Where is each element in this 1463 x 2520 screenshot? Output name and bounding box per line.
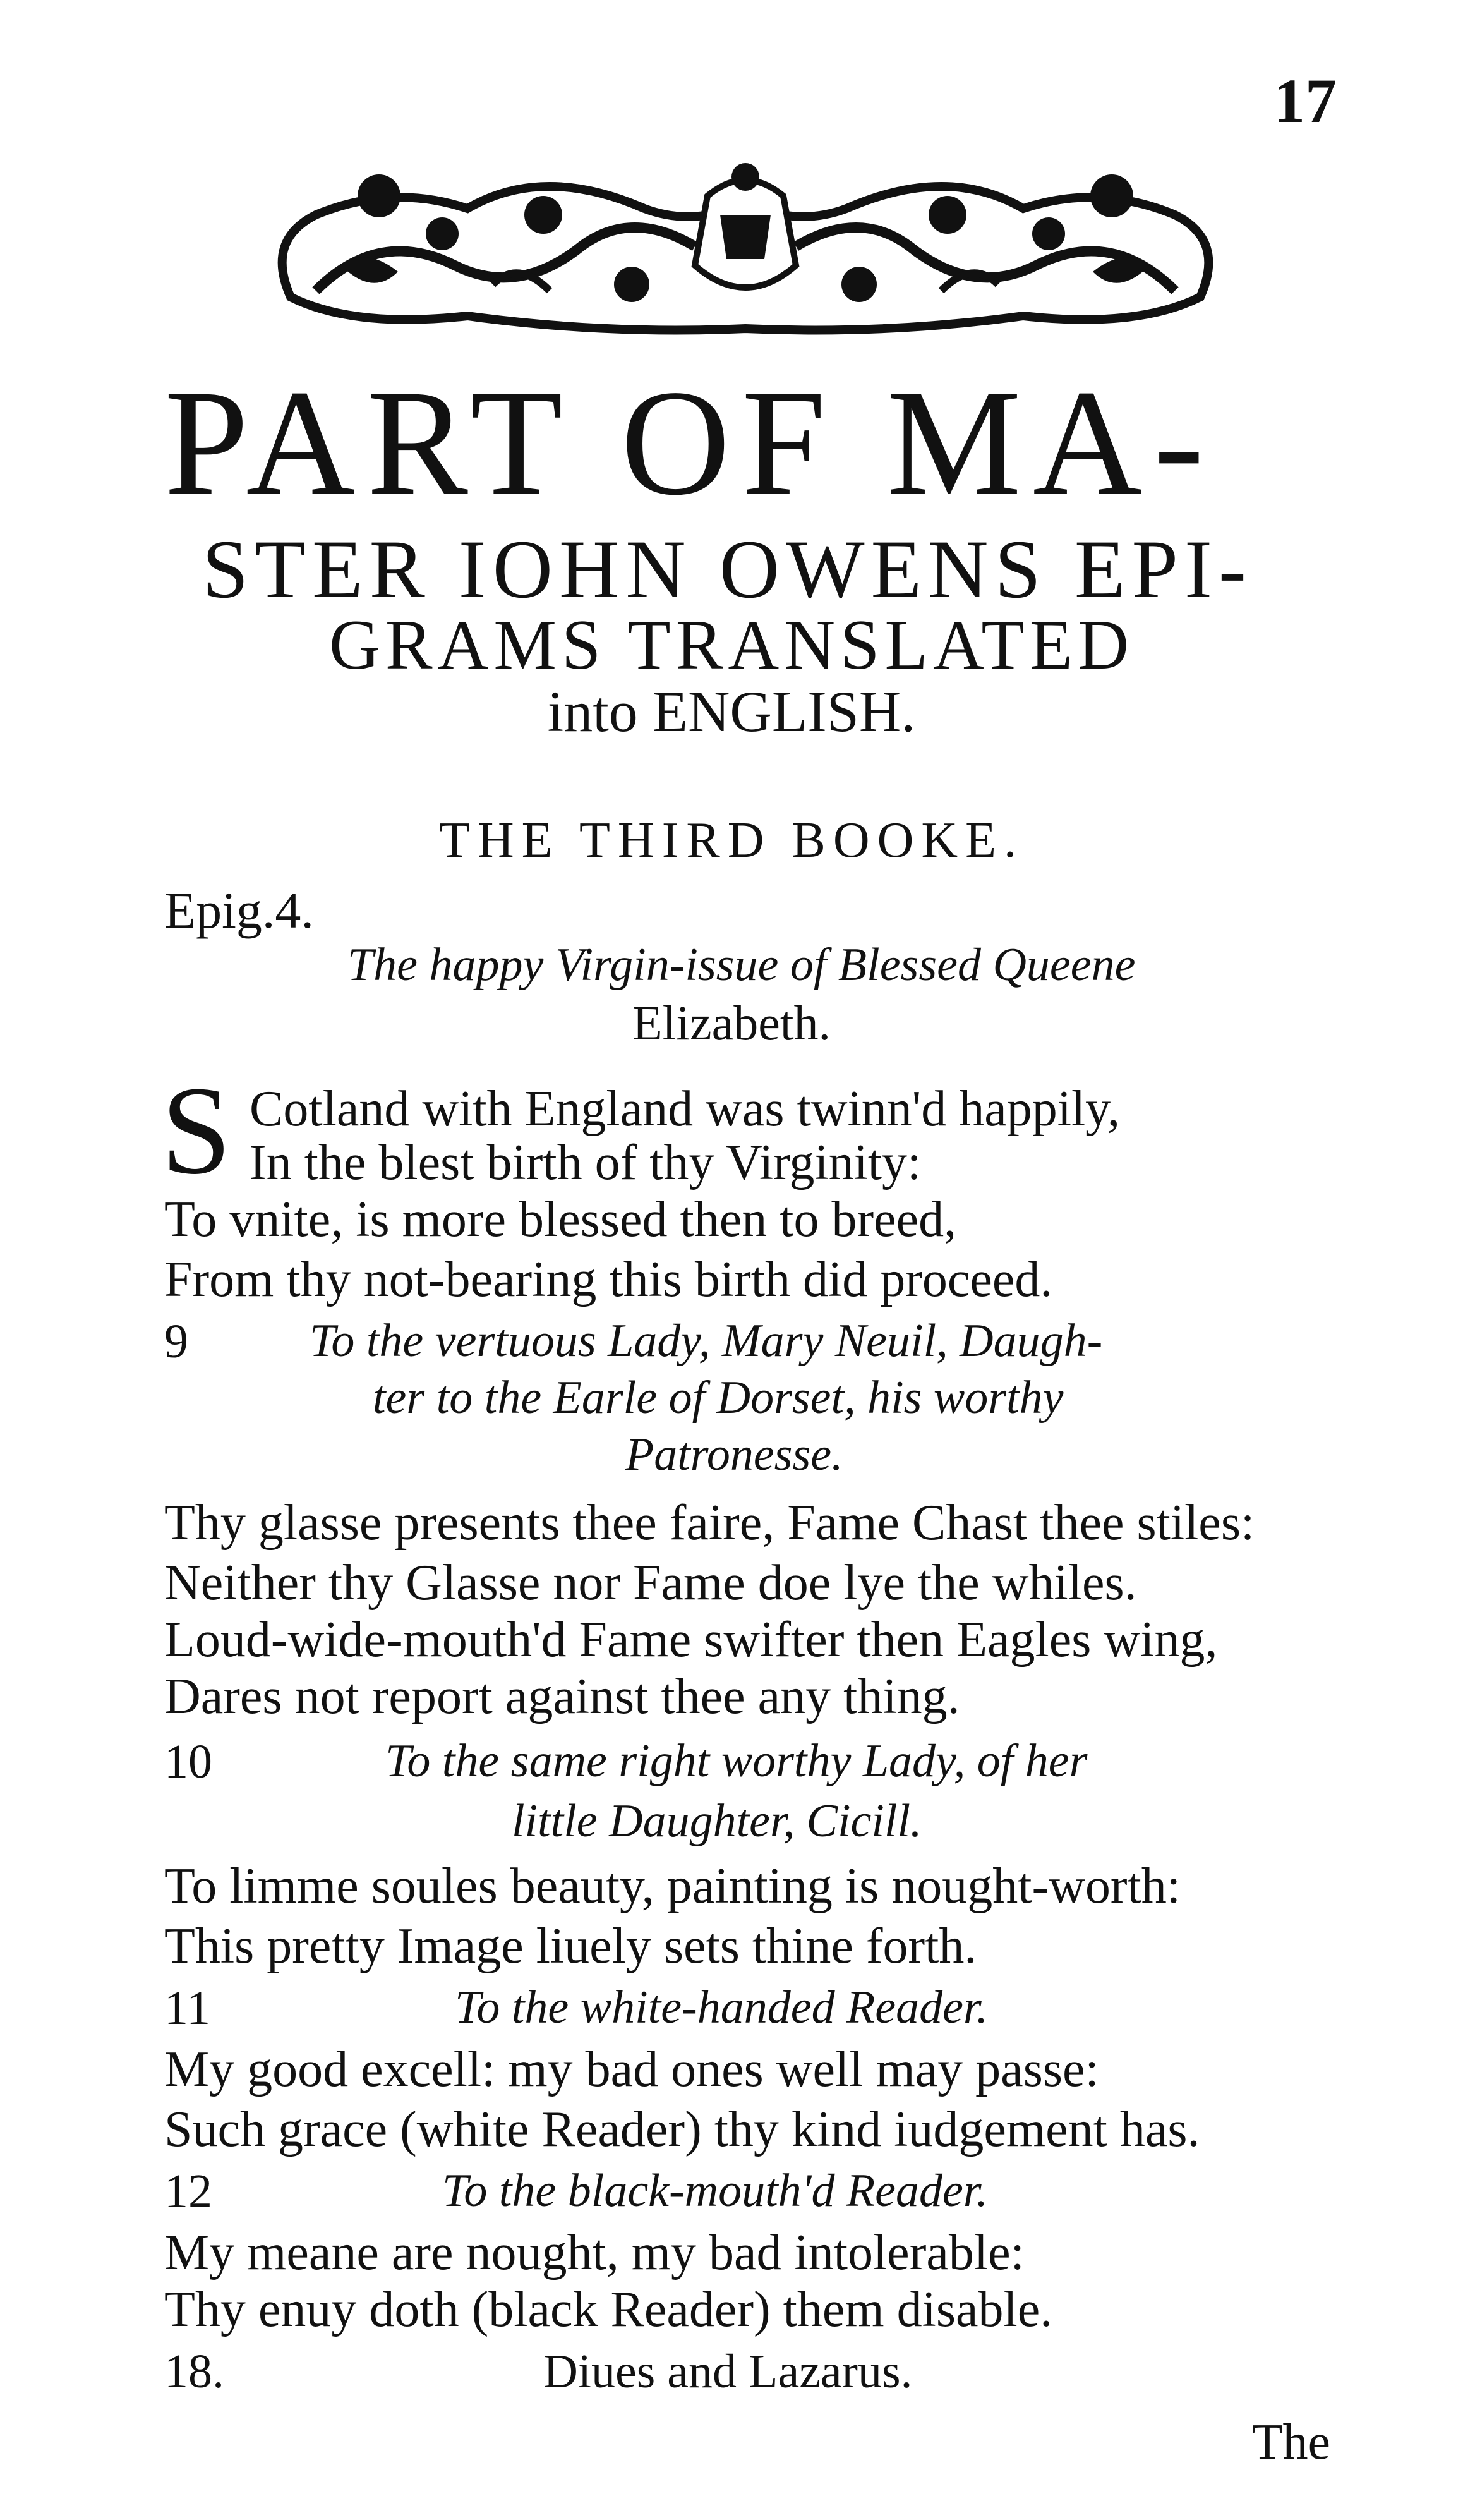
catchword: The	[1251, 2414, 1330, 2470]
verse-line: Thy enuy doth (black Reader) them disable.	[164, 2282, 1053, 2337]
epigram-heading-line: ter to the Earle of Dorset, his worthy	[373, 1372, 1064, 1424]
title-line-3: GRAMS TRANSLATED	[328, 606, 1135, 684]
floral-vase-headpiece-ornament-icon	[253, 139, 1238, 341]
epigram-heading-line: To the white-handed Reader.	[455, 1982, 989, 2033]
epigram-number: 18.	[164, 2345, 224, 2398]
epigram-heading-line: Elizabeth.	[632, 995, 831, 1050]
verse-line: My good excell: my bad ones well may passe:	[164, 2042, 1099, 2097]
verse-line: Neither thy Glasse nor Fame doe lye the whiles.	[164, 1555, 1137, 1611]
epigram-heading-line: Patronesse.	[625, 1429, 843, 1481]
epigram-heading-line: To the same right worthy Lady, of her	[385, 1735, 1088, 1787]
verse-line: Such grace (white Reader) thy kind iudgement has.	[164, 2102, 1200, 2157]
verse-line: Dares not report against thee any thing.	[164, 1669, 960, 1724]
verse-line: To vnite, is more blessed then to breed,	[164, 1192, 957, 1247]
epigram-number: Epig.4.	[164, 881, 314, 939]
epigram-heading-line: To the vertuous Lady, Mary Neuil, Daugh-	[310, 1315, 1103, 1367]
book-heading: THE THIRD BOOKE.	[438, 813, 1025, 868]
verse-line: To limme soules beauty, painting is nought-worth:	[164, 1858, 1181, 1914]
epigram-heading-line: Diues and Lazarus.	[543, 2345, 913, 2398]
verse-line: My meane are nought, my bad intolerable:	[164, 2225, 1025, 2281]
epigram-heading-line: little Daughter, Cicill.	[512, 1795, 922, 1847]
epigram-number: 9	[164, 1315, 188, 1368]
verse-line: In the blest birth of thy Virginity:	[250, 1135, 922, 1190]
epigram-number: 10	[164, 1735, 212, 1788]
epigram-number: 11	[164, 1982, 211, 2035]
verse-line: Thy glasse presents thee faire, Fame Chast thee stiles:	[164, 1495, 1255, 1551]
drop-cap: S	[161, 1061, 232, 1201]
epigram-number: 12	[164, 2165, 212, 2218]
epigram-heading-line: The happy Virgin-issue of Blessed Queene	[347, 939, 1136, 991]
title-line-4: into ENGLISH.	[547, 679, 916, 744]
page-number: 17	[1273, 66, 1337, 136]
verse-line: Loud-wide-mouth'd Fame swifter then Eagles wing,	[164, 1612, 1218, 1668]
verse-line: This pretty Image liuely sets thine forth.	[164, 1918, 977, 1974]
title-line-1: PART OF MA-	[164, 358, 1216, 526]
epigram-heading-line: To the black-mouth'd Reader.	[442, 2165, 988, 2217]
verse-line: Cotland with England was twinn'd happily,	[250, 1081, 1120, 1137]
title-line-2: STER IOHN OWENS EPI-	[202, 523, 1253, 615]
verse-line: From thy not-bearing this birth did proceed.	[164, 1252, 1053, 1307]
